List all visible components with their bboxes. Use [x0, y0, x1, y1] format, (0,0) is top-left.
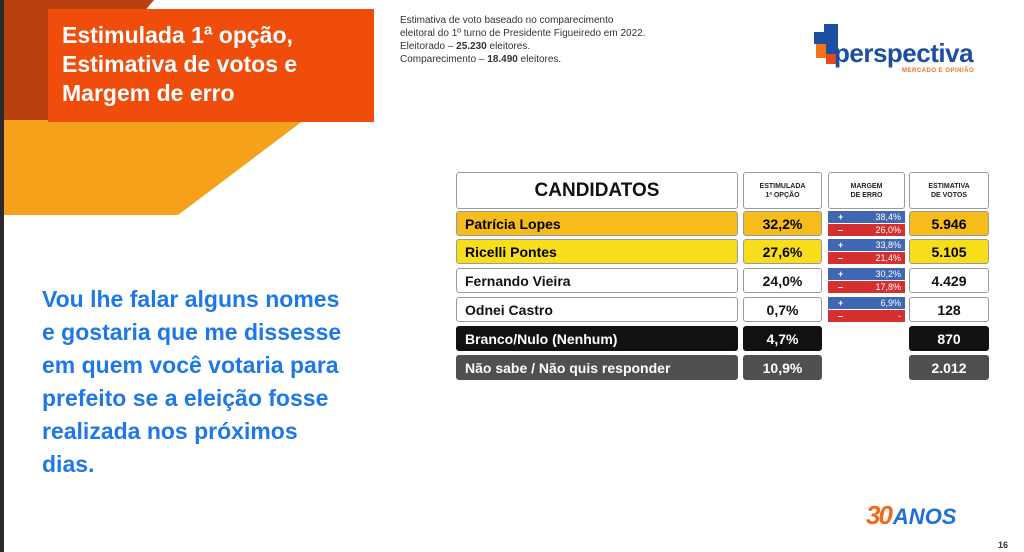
header-candidates: CANDIDATOS [456, 172, 738, 209]
note-line: eleitoral do 1º turno de Presidente Figueiredo em 2022. [400, 28, 646, 39]
perspectiva-logo [810, 24, 990, 84]
margin-lower: – - [828, 310, 905, 322]
vote-estimate: 128 [909, 297, 989, 322]
stimulated-pct: 24,0% [743, 268, 822, 293]
header-stimulated: ESTIMULADA 1ª OPÇÃO [743, 172, 822, 209]
stimulated-pct: 4,7% [743, 326, 822, 351]
margin-upper: + 6,9% [828, 297, 905, 309]
slide [4, 0, 1024, 552]
header-estimate: ESTIMATIVA DE VOTOS [909, 172, 989, 209]
title-line: Estimativa de votos e [62, 51, 298, 77]
anniversary-logo [866, 500, 956, 531]
candidate-name: Ricelli Pontes [456, 239, 738, 264]
stimulated-pct: 10,9% [743, 355, 822, 380]
logo-mark [816, 44, 826, 58]
vote-estimate: 5.105 [909, 239, 989, 264]
margin-upper: + 38,4% [828, 211, 905, 223]
candidate-name: Branco/Nulo (Nenhum) [456, 326, 738, 351]
page-number: 16 [998, 540, 1009, 550]
anniversary-number: 30 [866, 500, 891, 530]
question-line: e gostaria que me dissesse [42, 319, 342, 345]
logo-tagline: MERCADO E OPINIÃO [902, 68, 975, 74]
logo-name: perspectiva [834, 38, 974, 68]
title-line: Margem de erro [62, 80, 235, 106]
candidate-name: Não sabe / Não quis responder [456, 355, 738, 380]
header-decoration-yellow [4, 120, 304, 215]
methodology-note [400, 14, 645, 66]
candidate-name: Odnei Castro [456, 297, 738, 322]
vote-estimate: 2.012 [909, 355, 989, 380]
note-line: Comparecimento – 18.490 eleitores. [400, 54, 562, 65]
stimulated-pct: 27,6% [743, 239, 822, 264]
stimulated-pct: 32,2% [743, 211, 822, 236]
margin-lower: – 26,0% [828, 224, 905, 236]
candidate-name: Fernando Vieira [456, 268, 738, 293]
question-line: em quem você votaria para [42, 352, 339, 378]
survey-question [42, 283, 462, 481]
margin-upper: + 30,2% [828, 268, 905, 280]
question-line: Vou lhe falar alguns nomes [42, 286, 340, 312]
margin-lower: – 17,8% [828, 281, 905, 293]
question-line: prefeito se a eleição fosse [42, 385, 329, 411]
margin-upper: + 33,8% [828, 239, 905, 251]
logo-mark [814, 32, 824, 44]
question-line: dias. [42, 451, 95, 477]
question-line: realizada nos próximos [42, 418, 298, 444]
title-line: Estimulada 1ª opção, [62, 22, 293, 48]
vote-estimate: 4.429 [909, 268, 989, 293]
margin-lower: – 21,4% [828, 252, 905, 264]
stimulated-pct: 0,7% [743, 297, 822, 322]
vote-estimate: 5.946 [909, 211, 989, 236]
title-box [48, 9, 374, 122]
candidate-name: Patrícia Lopes [456, 211, 738, 236]
anniversary-word: ANOS [892, 504, 957, 529]
vote-estimate: 870 [909, 326, 989, 351]
note-line: Estimativa de voto baseado no comparecimento [400, 15, 614, 26]
header-margin: MARGEM DE ERRO [828, 172, 905, 209]
note-line: Eleitorado – 25.230 eleitores. [400, 41, 531, 52]
